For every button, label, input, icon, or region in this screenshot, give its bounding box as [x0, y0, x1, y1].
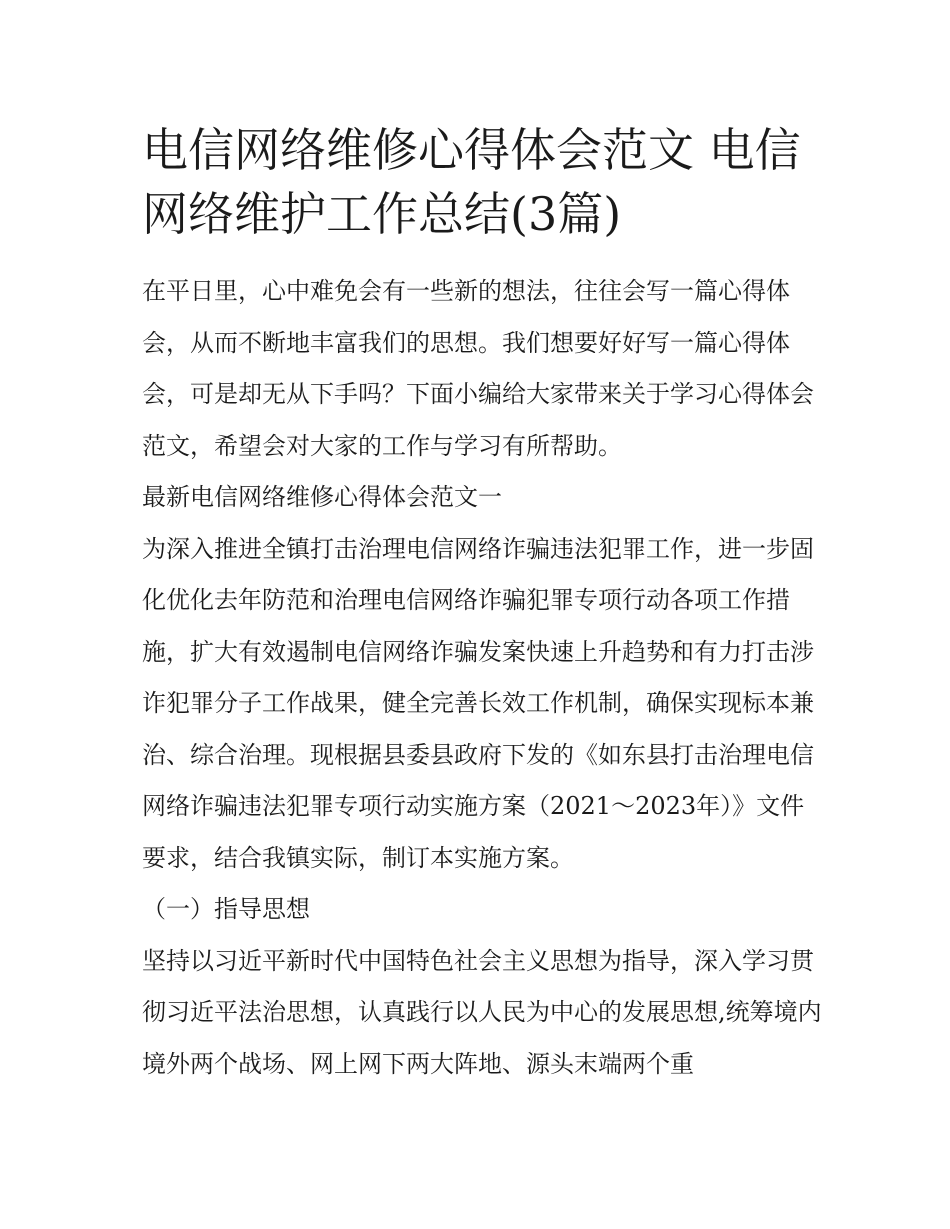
paragraph-2: 坚持以习近平新时代中国特色社会主义思想为指导，深入学习贯彻习近平法治思想，认真践行以人民为中心的发展思想,统筹境内境外两个战场、网上网下两大阵地、源头末端两个重 — [142, 946, 822, 1078]
document-body — [142, 266, 822, 1090]
subheading: （一）指导思想 — [142, 895, 310, 923]
document-title: 电信网络维修心得体会范文 电信网络维护工作总结(3篇) — [142, 123, 801, 241]
intro-paragraph: 在平日里，心中难免会有一些新的想法，往往会写一篇心得体会，从而不断地丰富我们的思想。我们想要好好写一篇心得体会，可是却无从下手吗？下面小编给大家带来关于学习心得体会范文，希望会对大家的工作与学习有所帮助。 — [142, 277, 814, 460]
section-title: 最新电信网络维修心得体会范文一 — [142, 483, 502, 511]
paragraph-1: 为深入推进全镇打击治理电信网络诈骗违法犯罪工作，进一步固化优化去年防范和治理电信网络诈骗犯罪专项行动各项工作措施，扩大有效遏制电信网络诈骗发案快速上升趋势和有力打击涉诈犯罪分子工作战果，健全完善长效工作机制，确保实现标本兼治、综合治理。现根据县委县政府下发的《如东县打击治理电信网络诈骗违法犯罪专项行动实施方案（2021～2023年）》文件要求，结合我镇实际，制订本实施方案。 — [142, 534, 814, 872]
document-content — [142, 118, 822, 1090]
